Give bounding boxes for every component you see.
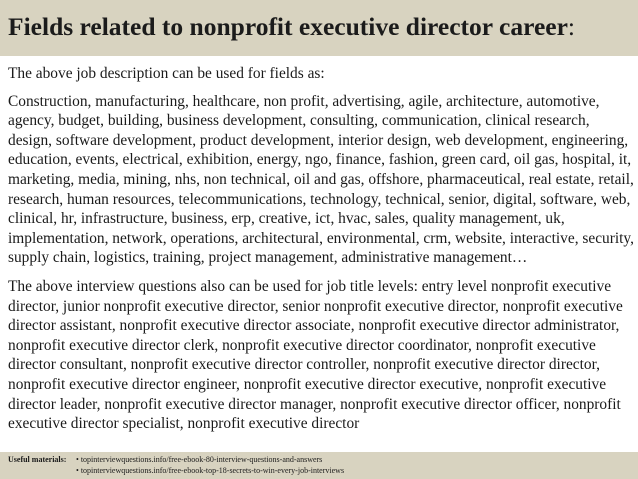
footer-link-ebook-18-secrets[interactable]: topinterviewquestions.info/free-ebook-top-18-secrets-to-win-every-job-interviews <box>80 466 345 475</box>
bullet-icon: • <box>76 466 79 475</box>
title-bar <box>0 0 638 56</box>
footer-row-2 <box>8 465 638 476</box>
footer-bar <box>0 452 638 479</box>
footer-row-1 <box>8 454 638 465</box>
intro-text: The above job description can be used for fields as: <box>8 65 325 82</box>
page-title <box>8 12 638 42</box>
job-levels-paragraph: The above interview questions also can be used for job title levels: entry level nonprofit executive director, junior nonprofit executive director, senior nonprofit executive director, nonprofit executive director assistant, nonprofit executive director associate, nonprofit executive director administrator, nonprofit executive director clerk, nonprofit executive director coordinator, nonprofit executive director consultant, nonprofit executive director controller, nonprofit executive director director, nonprofit executive director engineer, nonprofit executive director executive, nonprofit executive director leader, nonprofit executive director manager, nonprofit executive director officer, nonprofit executive director specialist, nonprofit executive director <box>8 277 623 433</box>
bullet-icon: • <box>76 455 79 464</box>
footer-label: Useful materials: <box>8 455 67 464</box>
page-title-colon: : <box>567 12 575 41</box>
page-title-text: Fields related to nonprofit executive director career <box>8 12 568 41</box>
fields-list-paragraph: Construction, manufacturing, healthcare, non profit, advertising, agile, architecture, automotive, agency, budget, building, business development, consulting, communication, clinical research, design, software development, product development, interior design, web development, engineering, education, events, electrical, exhibition, energy, ngo, finance, fashion, green card, oil gas, hospital, it, marketing, media, mining, nhs, non technical, oil and gas, offshore, pharmaceutical, real estate, retail, research, human resources, telecommunications, technology, technical, senior, digital, software, web, clinical, hr, infrastructure, business, erp, creative, ict, hvac, sales, quality management, uk, implementation, network, operations, architectural, environmental, crm, website, interactive, security, supply chain, logistics, training, project management, administrative management… <box>8 92 634 267</box>
footer-link-ebook-80-questions[interactable]: topinterviewquestions.info/free-ebook-80-interview-questions-and-answers <box>80 455 323 464</box>
body-content <box>8 64 634 434</box>
footer-label-spacer <box>8 465 76 476</box>
